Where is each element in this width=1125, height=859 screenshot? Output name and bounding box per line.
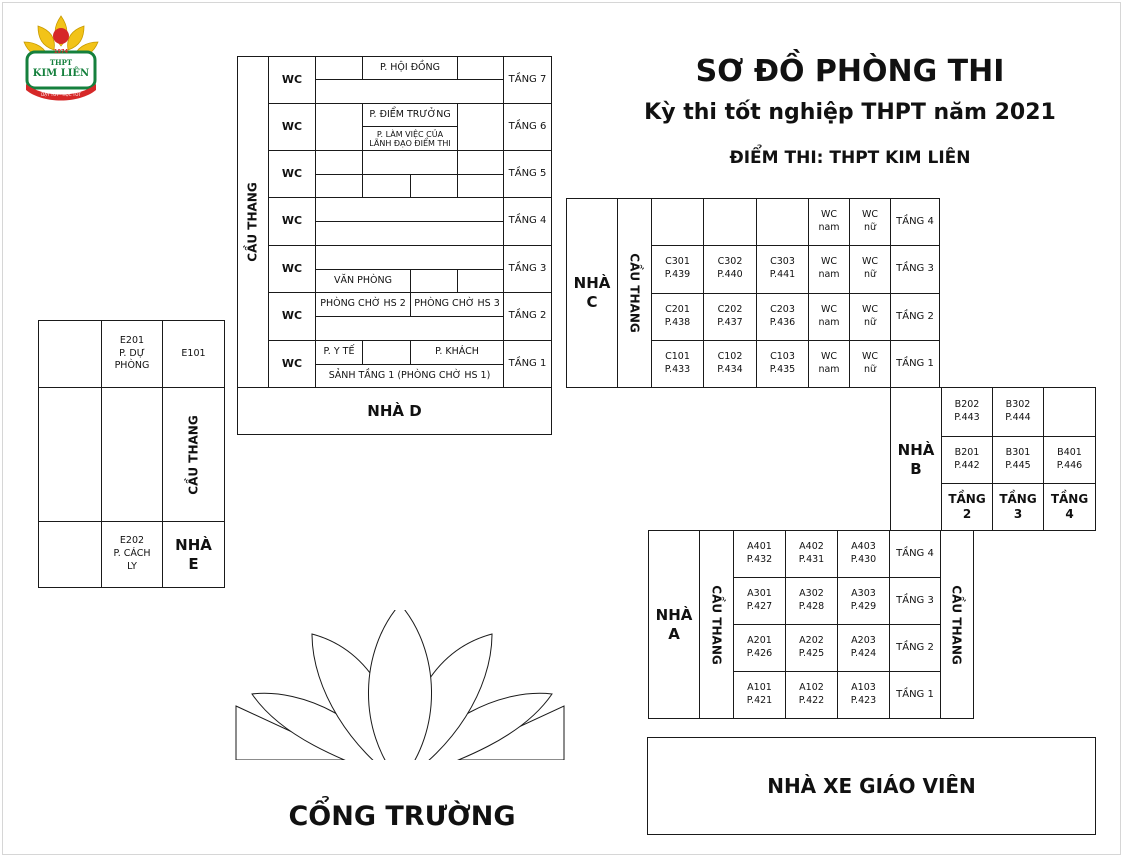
room-medical: P. Y TẾ: [323, 345, 355, 357]
room-guest: P. KHÁCH: [435, 345, 479, 357]
building-b-floor: TẦNG 2: [948, 492, 986, 521]
exam-room-a101: A101 P.421: [746, 682, 773, 706]
building-d-wc: WC: [281, 261, 303, 275]
exam-room-c302: C302 P.440: [717, 256, 743, 280]
room-council: P. HỘI ĐỒNG: [379, 61, 441, 73]
exam-room-a303: A303 P.429: [850, 588, 877, 612]
building-d-wc: WC: [281, 308, 303, 322]
logo-school-name: KIM LIÊN: [32, 68, 90, 79]
room-waiting-3: PHÒNG CHỜ HS 3: [414, 298, 500, 310]
building-a-floor: TẦNG 4: [896, 548, 934, 560]
building-c-wc-female: WC nữ: [861, 256, 879, 280]
exam-room-a203: A203 P.424: [850, 635, 877, 659]
building-d-wc: WC: [281, 166, 303, 180]
exam-room-b201: B201 P.442: [954, 447, 980, 471]
building-d-floor-4: TẦNG 4: [508, 215, 547, 227]
exam-room-c202: C202 P.437: [717, 304, 743, 328]
building-a-floor: TẦNG 1: [896, 689, 934, 701]
exam-venue: ĐIỂM THI: THPT KIM LIÊN: [729, 148, 971, 168]
school-logo: [18, 12, 104, 104]
building-c-floor: TẦNG 3: [896, 263, 934, 275]
room-office: VĂN PHÒNG: [334, 274, 392, 286]
building-d-floor-7: TẦNG 7: [508, 74, 547, 86]
building-b-floor: TẦNG 4: [1050, 492, 1089, 521]
building-d-floor-1: TẦNG 1: [508, 358, 547, 370]
logo-motto: DẠY TỐT · HỌC TỐT: [41, 92, 81, 97]
exam-room-b202: B202 P.443: [954, 399, 980, 423]
exam-room-a403: A403 P.430: [850, 541, 877, 565]
exam-room-a401: A401 P.432: [746, 541, 773, 565]
building-c-label: NHÀ C: [573, 273, 611, 311]
exam-room-a201: A201 P.426: [746, 635, 773, 659]
exam-room-c102: C102 P.434: [717, 351, 743, 375]
exam-room-c301: C301 P.439: [664, 256, 691, 280]
room-exam-head: P. ĐIỂM TRƯỞNG: [369, 108, 451, 120]
exam-room-b401: B401 P.446: [1056, 447, 1083, 471]
room-leaders: P. LÀM VIỆC CỦA LÃNH ĐẠO ĐIỂM THI: [369, 129, 451, 148]
building-c-wc-female: WC nữ: [861, 304, 879, 328]
building-d-wc: WC: [281, 213, 303, 227]
teacher-parking-label: NHÀ XE GIÁO VIÊN: [767, 773, 976, 798]
building-c-wc-male: WC nam: [818, 304, 840, 328]
room-waiting-2: PHÒNG CHỜ HS 2: [320, 298, 406, 310]
building-b-label: NHÀ B: [897, 440, 935, 478]
building-c-stairs: CẦU THANG: [627, 253, 642, 333]
building-a-floor: TẦNG 3: [896, 595, 934, 607]
building-a-stairs-right: CẦU THANG: [950, 584, 964, 665]
building-e-stairs: CẦU THANG: [186, 414, 201, 495]
building-a-label: NHÀ A: [655, 605, 693, 643]
building-c-wc-male: WC nam: [818, 209, 840, 233]
exam-room-c201: C201 P.438: [664, 304, 691, 328]
exam-room-a103: A103 P.423: [850, 682, 877, 706]
exam-room-a202: A202 P.425: [798, 635, 825, 659]
exam-room-a302: A302 P.428: [798, 588, 825, 612]
school-gate-lotus: [232, 610, 572, 760]
building-d-label: NHÀ D: [367, 401, 422, 420]
building-d-stairs: CẦU THANG: [246, 182, 260, 262]
building-d-floor-2: TẦNG 2: [508, 310, 547, 322]
building-c-floor: TẦNG 1: [896, 358, 934, 370]
building-d-floor-6: TẦNG 6: [508, 121, 547, 133]
room-e101: E101: [181, 347, 206, 359]
building-d-floor-3: TẦNG 3: [508, 263, 547, 275]
building-c-wc-male: WC nam: [818, 256, 840, 280]
building-c-wc-female: WC nữ: [861, 351, 879, 375]
exam-room-b302: B302 P.444: [1005, 399, 1031, 423]
room-lobby: SẢNH TẦNG 1 (PHÒNG CHỜ HS 1): [328, 369, 491, 381]
logo-school-top: THPT: [49, 58, 73, 67]
exam-room-c101: C101 P.433: [664, 351, 691, 375]
exam-room-a402: A402 P.431: [798, 541, 825, 565]
exam-room-b301: B301 P.445: [1005, 447, 1031, 471]
logo-year: 1974: [54, 49, 68, 55]
exam-room-a102: A102 P.422: [798, 682, 825, 706]
building-a-floor: TẦNG 2: [896, 642, 934, 654]
building-a-stairs-left: CẦU THANG: [709, 584, 724, 665]
building-e-label: NHÀ E: [175, 535, 212, 573]
exam-room-a301: A301 P.427: [746, 588, 773, 612]
page-subtitle: Kỳ thi tốt nghiệp THPT năm 2021: [644, 100, 1056, 125]
exam-room-c103: C103 P.435: [769, 351, 796, 375]
room-e201: E201 P. DỰ PHÒNG: [114, 334, 150, 372]
building-c-wc-female: WC nữ: [861, 209, 879, 233]
room-e202: E202 P. CÁCH LY: [113, 535, 151, 572]
school-gate-label: CỔNG TRƯỜNG: [288, 800, 516, 832]
building-d-wc: WC: [281, 72, 303, 86]
building-c-floor: TẦNG 4: [896, 216, 934, 228]
building-c-wc-male: WC nam: [818, 351, 840, 375]
building-b-floor: TẦNG 3: [999, 492, 1037, 521]
exam-room-c203: C203 P.436: [769, 304, 796, 328]
exam-room-c303: C303 P.441: [769, 256, 796, 280]
building-c-floor: TẦNG 2: [896, 311, 934, 323]
building-d-floor-5: TẦNG 5: [508, 168, 547, 180]
page-title: SƠ ĐỒ PHÒNG THI: [695, 54, 1005, 89]
building-d-wc: WC: [281, 119, 303, 133]
building-d-wc: WC: [281, 356, 303, 370]
